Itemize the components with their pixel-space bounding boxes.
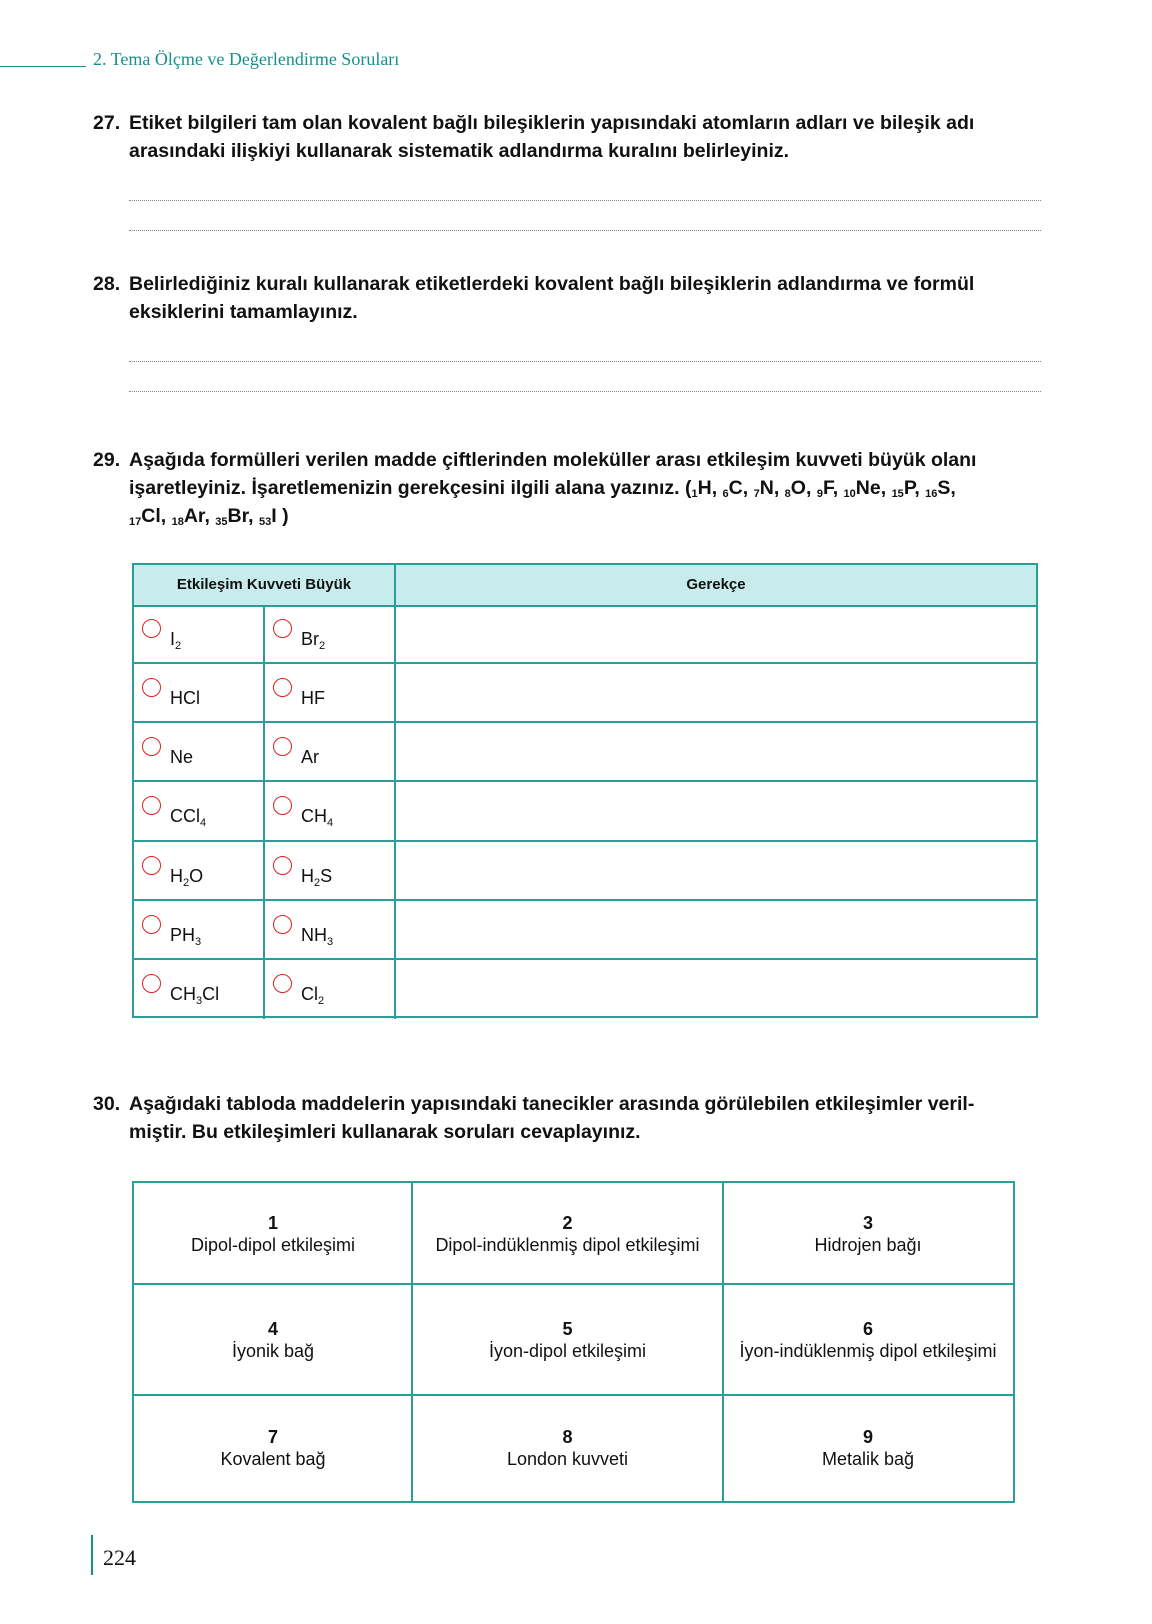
option-cell <box>134 782 265 839</box>
interaction-number: 5 <box>562 1318 573 1339</box>
option-cell <box>265 901 396 958</box>
formula: CCl$_4$ <box>170 806 207 830</box>
table-row <box>134 782 1036 841</box>
radio-button[interactable] <box>273 796 292 815</box>
question-line: Aşağıdaki tabloda maddelerin yapısındaki tanecikler arasında görülebilen etkileşimler veril- <box>129 1093 975 1115</box>
question-number: 29. <box>93 449 121 471</box>
radio-button[interactable] <box>142 737 161 756</box>
interaction-number: 7 <box>267 1427 278 1447</box>
interaction-number: 9 <box>862 1427 873 1447</box>
interaction-label: İyon-indüklenmiş dipol etkileşimi <box>739 1340 997 1361</box>
interaction-number: 6 <box>862 1318 873 1339</box>
interaction-cell <box>134 1284 412 1395</box>
table-row <box>134 842 1036 901</box>
option-cell <box>134 605 265 662</box>
question-text <box>129 109 1043 165</box>
option-cell <box>265 605 396 662</box>
grid-divider <box>411 1183 413 1501</box>
question-30 <box>93 1090 1043 1146</box>
interaction-cell <box>723 1183 1013 1284</box>
reason-input-cell[interactable] <box>396 901 1036 958</box>
element-symbol: $_{35}$Br <box>215 505 249 528</box>
question-line: Etiket bilgileri tam olan kovalent bağlı bileşiklerin yapısındaki atomların adları ve bileşik adı <box>129 112 975 134</box>
formula: HCl <box>170 688 200 709</box>
radio-button[interactable] <box>273 974 292 993</box>
interaction-cell <box>723 1395 1013 1501</box>
formula: $I_2$ <box>170 629 182 652</box>
answer-line[interactable] <box>129 361 1041 362</box>
option-cell <box>265 842 396 899</box>
element-symbol: $_{15}$P <box>891 477 915 500</box>
radio-button[interactable] <box>273 678 292 697</box>
interaction-cell <box>412 1395 723 1501</box>
page-number: 224 <box>103 1545 136 1570</box>
interaction-cell <box>412 1284 723 1395</box>
answer-line[interactable] <box>129 230 1041 231</box>
question-text <box>129 1090 1043 1146</box>
element-symbol: $_8$O <box>784 477 806 500</box>
option-cell <box>134 664 265 721</box>
interaction-cell <box>723 1284 1013 1395</box>
question-text <box>129 446 1043 530</box>
section-title: 2. Tema Ölçme ve Değerlendirme Soruları <box>93 49 400 69</box>
radio-button[interactable] <box>142 915 161 934</box>
element-symbol: $_7$N <box>753 477 774 500</box>
interaction-cell <box>134 1183 412 1284</box>
answer-line[interactable] <box>129 391 1041 392</box>
option-cell <box>265 664 396 721</box>
interaction-cell <box>412 1183 723 1284</box>
reason-input-cell[interactable] <box>396 782 1036 839</box>
interaction-number: 8 <box>562 1427 573 1447</box>
question-line: Aşağıda formülleri verilen madde çiftlerinden moleküller arası etkileşim kuvveti büyük olanı <box>129 449 977 471</box>
element-symbol: $_{53}$I <box>259 505 277 528</box>
option-cell <box>134 960 265 1019</box>
formula: $CH_3Cl$ <box>170 983 220 1007</box>
interaction-cell <box>134 1395 412 1501</box>
radio-button[interactable] <box>273 619 292 638</box>
interaction-number: 2 <box>562 1212 573 1233</box>
radio-button[interactable] <box>142 619 161 638</box>
interaction-label: Hidrojen bağı <box>814 1234 922 1255</box>
question-number: 27. <box>93 112 121 134</box>
table-row <box>134 901 1036 960</box>
question-29 <box>93 446 1043 530</box>
interaction-label: İyon-dipol etkileşimi <box>488 1340 647 1361</box>
element-symbol: $_{10}$Ne <box>843 477 881 500</box>
formula: Ne <box>170 747 194 768</box>
option-cell <box>134 901 265 958</box>
interactions-table <box>132 1181 1015 1503</box>
formula: $H_2O$ <box>170 865 204 889</box>
option-cell <box>134 842 265 899</box>
question-line: Belirlediğiniz kuralı kullanarak etiketlerdeki kovalent bağlı bileşiklerin adlandırma ve formül <box>129 273 975 295</box>
interaction-label: İyonik bağ <box>231 1340 315 1361</box>
grid-divider <box>722 1183 724 1501</box>
formula: $H_2S$ <box>301 865 333 889</box>
question-line: miştir. Bu etkileşimleri kullanarak soruları cevaplayınız. <box>129 1121 641 1143</box>
formula: $NH_3$ <box>301 924 334 948</box>
element-symbol: $_9$F <box>816 477 833 500</box>
header-rule <box>0 66 86 67</box>
radio-button[interactable] <box>273 915 292 934</box>
table-row <box>134 664 1036 723</box>
question-line: eksiklerini tamamlayınız. <box>129 301 358 323</box>
radio-button[interactable] <box>273 737 292 756</box>
interaction-label: Kovalent bağ <box>220 1449 326 1469</box>
element-symbol: $_6$C <box>722 477 743 500</box>
question-number: 28. <box>93 273 121 295</box>
interaction-label: London kuvveti <box>506 1449 629 1469</box>
header-strong-interaction: Etkileşim Kuvveti Büyük <box>134 565 396 605</box>
reason-input-cell[interactable] <box>396 842 1036 899</box>
formula: HF <box>301 688 325 709</box>
formula: $Br_2$ <box>301 629 326 652</box>
option-cell <box>134 723 265 780</box>
radio-button[interactable] <box>273 856 292 875</box>
reason-input-cell[interactable] <box>396 605 1036 662</box>
question-28 <box>93 270 1043 326</box>
reason-input-cell[interactable] <box>396 723 1036 780</box>
element-symbol: $_{16}$S <box>925 477 951 500</box>
grid-divider <box>134 1283 1013 1285</box>
option-cell <box>265 782 396 839</box>
page-rule <box>91 1535 93 1575</box>
interaction-number: 1 <box>267 1212 278 1233</box>
element-symbol: $_{18}$Ar <box>171 505 205 528</box>
interaction-strength-table <box>132 563 1038 1018</box>
element-symbol: $_1$H <box>691 477 712 500</box>
option-cell <box>265 723 396 780</box>
element-symbol: $_{17}$Cl <box>129 505 161 528</box>
question-text <box>129 270 1043 326</box>
question-27 <box>93 109 1043 165</box>
radio-button[interactable] <box>142 678 161 697</box>
table-header <box>134 565 1036 607</box>
interaction-number: 4 <box>267 1318 278 1339</box>
formula: $Cl_2$ <box>301 983 325 1007</box>
question-line-elements: işaretleyiniz. İşaretlemenizin gerekçesini ilgili alana yazınız. ($_1H$, $_6$C, $_7$N, $_8$O, $_9$F, $_{10}$Ne, $_{15}$P, $_{16}$S, $_{17}$Cl, $_{18}$Ar, $_{35}$Br, $_{53}$I ) <box>129 477 956 528</box>
question-line: arasındaki ilişkiyi kullanarak sistematik adlandırma kuralını belirleyiniz. <box>129 140 790 162</box>
reason-input-cell[interactable] <box>396 664 1036 721</box>
formula: $PH_3$ <box>170 924 202 948</box>
interaction-label: Metalik bağ <box>821 1449 915 1469</box>
question-number: 30. <box>93 1093 121 1115</box>
answer-line[interactable] <box>129 200 1041 201</box>
grid-divider <box>134 1394 1013 1396</box>
radio-button[interactable] <box>142 974 161 993</box>
table-row <box>134 723 1036 782</box>
reason-input-cell[interactable] <box>396 960 1036 1019</box>
interaction-number: 3 <box>862 1212 873 1233</box>
formula: Ar <box>301 747 319 768</box>
radio-button[interactable] <box>142 856 161 875</box>
table-row <box>134 605 1036 664</box>
interaction-label: Dipol-indüklenmiş dipol etkileşimi <box>435 1234 700 1255</box>
option-cell <box>265 960 396 1019</box>
radio-button[interactable] <box>142 796 161 815</box>
table-row <box>134 960 1036 1019</box>
header-reason: Gerekçe <box>686 576 746 593</box>
formula: $CH_4$ <box>301 806 334 830</box>
interaction-label: Dipol-dipol etkileşimi <box>190 1234 356 1255</box>
